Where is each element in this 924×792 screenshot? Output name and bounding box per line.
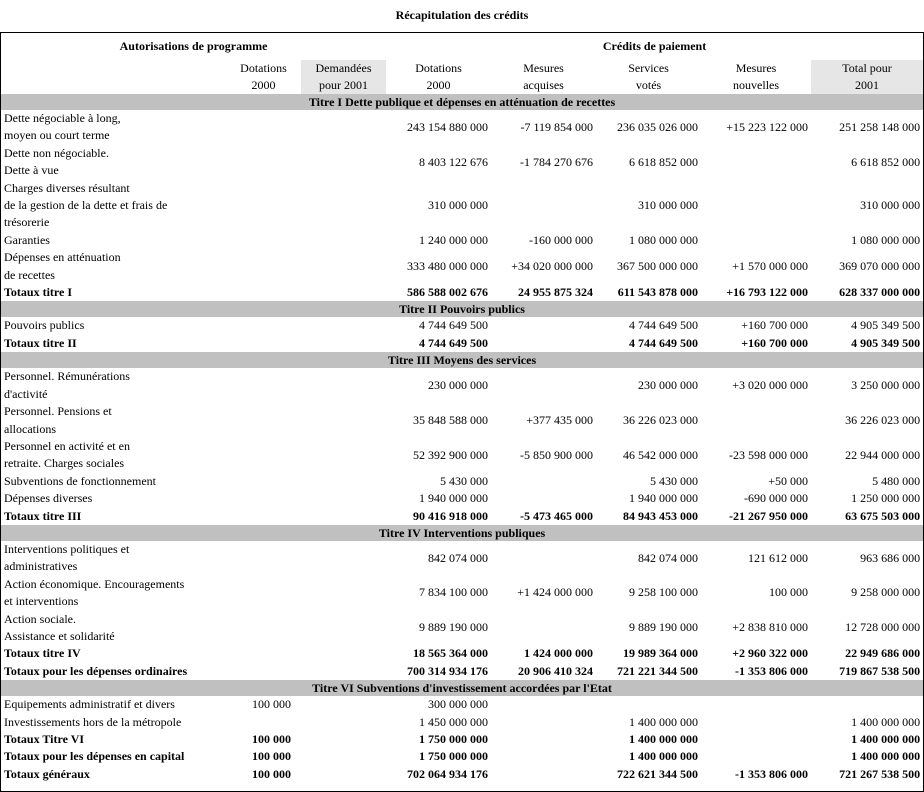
section-title: Titre I Dette publique et dépenses en atténuation de recettes (1, 94, 923, 110)
cell-value (491, 490, 596, 507)
cell-value: +1 424 000 000 (517, 585, 594, 600)
cell-value: 236 035 026 000 (617, 119, 699, 134)
cell-value: 963 686 000 (860, 550, 921, 565)
cell-value: 230 000 000 (428, 377, 489, 392)
cell-value: +2 838 810 000 (732, 620, 809, 635)
row-label-line: Charges diverses résultant (4, 180, 130, 195)
cell-value (301, 145, 386, 180)
row-label-line: Action économique. Encouragements (4, 576, 185, 591)
cell-value: 22 944 000 000 (845, 447, 921, 462)
cell-value (226, 403, 301, 438)
cell-value (226, 508, 301, 525)
row-label-line: de recettes (4, 267, 55, 282)
row-label-line: Investissements hors de la métropole (4, 714, 182, 729)
table-body (1, 94, 923, 783)
row-label (1, 335, 226, 352)
cell-value: 121 612 000 (748, 550, 809, 565)
row-label-line: Totaux pour les dépenses en capital (4, 749, 185, 764)
cell-value (226, 541, 301, 576)
row-label-line: retraite. Charges sociales (4, 456, 125, 471)
row-label-line: Personnel. Pensions et (4, 404, 112, 419)
cell-value (491, 335, 596, 352)
row-label-line: allocations (4, 421, 56, 436)
cell-value: 310 000 000 (860, 198, 921, 213)
cell-value: +15 223 122 000 (726, 119, 809, 134)
column-header-line: Mesures (735, 61, 777, 75)
cell-value: 310 000 000 (428, 198, 489, 213)
cell-value (301, 576, 386, 611)
cell-value (701, 180, 811, 232)
cell-value (301, 232, 386, 249)
cell-value (301, 766, 386, 783)
table-row (1, 714, 923, 731)
cell-value (226, 645, 301, 662)
cell-value: -5 473 465 000 (520, 508, 594, 523)
cell-value: 4 744 649 500 (419, 335, 489, 350)
row-label (1, 368, 226, 403)
column-header-line: Total pour (842, 61, 892, 75)
cell-value: 5 480 000 (872, 473, 921, 488)
table-row (1, 541, 923, 576)
row-label (1, 284, 226, 301)
cell-value: 1 400 000 000 (629, 714, 699, 729)
cell-value: 24 955 875 324 (518, 285, 594, 300)
row-label (1, 317, 226, 334)
row-label (1, 490, 226, 507)
group-header-ap: Autorisations de programme (119, 38, 268, 53)
cell-value: 367 500 000 000 (617, 258, 699, 273)
cell-value (491, 748, 596, 765)
row-label-line: administratives (4, 559, 78, 574)
empty-header (1, 60, 226, 94)
cell-value: 1 400 000 000 (851, 714, 921, 729)
cell-value: 4 744 649 500 (629, 318, 699, 333)
cell-value (301, 508, 386, 525)
cell-value: 310 000 000 (638, 198, 699, 213)
row-label-line: Garanties (4, 232, 50, 247)
table-row (1, 490, 923, 507)
row-label-line: Interventions politiques et (4, 541, 130, 556)
cell-value: -1 784 270 676 (520, 154, 594, 169)
cell-value: 1 400 000 000 (629, 749, 699, 764)
section-header-row (1, 525, 923, 541)
cell-value: 1 080 000 000 (629, 232, 699, 247)
cell-value: +16 793 122 000 (726, 285, 809, 300)
row-label-line: Totaux généraux (4, 766, 90, 781)
cell-value (226, 490, 301, 507)
cell-value: 35 848 588 000 (413, 412, 489, 427)
cell-value: 300 000 000 (428, 697, 489, 712)
row-label (1, 473, 226, 490)
cell-value: 251 258 148 000 (839, 119, 921, 134)
cell-value: +160 700 000 (741, 335, 809, 350)
column-header-line: votés (635, 78, 662, 92)
row-label-line: Totaux titre IV (4, 646, 81, 661)
cell-value (226, 611, 301, 646)
cell-value (491, 368, 596, 403)
cell-value (301, 611, 386, 646)
cell-value (226, 714, 301, 731)
cell-value: 700 314 934 176 (407, 663, 489, 678)
credits-table (1, 33, 923, 783)
total-row (1, 748, 923, 765)
cell-value: +1 570 000 000 (732, 258, 809, 273)
section-title: Titre IV Interventions publiques (1, 525, 923, 541)
cell-value (491, 317, 596, 334)
total-row (1, 663, 923, 680)
cell-value (701, 232, 811, 249)
cell-value: 1 400 000 000 (851, 749, 921, 764)
cell-value (301, 473, 386, 490)
section-title: Titre II Pouvoirs publics (1, 301, 923, 317)
column-header (386, 60, 491, 94)
row-label (1, 731, 226, 748)
row-label (1, 766, 226, 783)
column-header-line: Dotations (240, 61, 287, 75)
total-row (1, 645, 923, 662)
cell-value: 4 905 349 500 (851, 335, 921, 350)
cell-value: 12 728 000 000 (845, 620, 921, 635)
cell-value: 6 618 852 000 (629, 154, 699, 169)
cell-value (301, 284, 386, 301)
cell-value: +377 435 000 (526, 412, 594, 427)
cell-value (301, 438, 386, 473)
cell-value: 4 905 349 500 (851, 318, 921, 333)
cell-value: 100 000 (252, 766, 291, 781)
cell-value: 1 940 000 000 (419, 491, 489, 506)
cell-value: +3 020 000 000 (732, 377, 809, 392)
row-label (1, 180, 226, 232)
cell-value (701, 145, 811, 180)
cell-value: 100 000 (252, 749, 291, 764)
cell-value (491, 611, 596, 646)
total-row (1, 508, 923, 525)
column-header-line: nouvelles (733, 78, 780, 92)
cell-value: +50 000 (768, 473, 809, 488)
total-row (1, 335, 923, 352)
row-label (1, 696, 226, 713)
row-label-line: Personnel en activité et en (4, 438, 130, 453)
row-label-line: trésorerie (4, 215, 50, 230)
cell-value: 1 940 000 000 (629, 491, 699, 506)
cell-value: +160 700 000 (741, 318, 809, 333)
column-header-line: pour 2001 (319, 78, 369, 92)
column-header (301, 60, 386, 94)
row-label (1, 232, 226, 249)
cell-value (226, 145, 301, 180)
total-row (1, 766, 923, 783)
row-label (1, 576, 226, 611)
cell-value: 22 949 686 000 (845, 646, 921, 661)
cell-value (301, 731, 386, 748)
column-header-line: acquises (523, 78, 564, 92)
row-label-line: Equipements administratif et divers (4, 697, 175, 712)
cell-value: -23 598 000 000 (729, 447, 809, 462)
cell-value (491, 473, 596, 490)
cell-value (226, 473, 301, 490)
row-label (1, 249, 226, 284)
table-row (1, 696, 923, 713)
cell-value (301, 335, 386, 352)
cell-value: 333 480 000 000 (407, 258, 489, 273)
row-label (1, 438, 226, 473)
row-label-line: Personnel. Rémunérations (4, 369, 130, 384)
column-header (811, 60, 923, 94)
table-row (1, 249, 923, 284)
cell-value: 63 675 503 000 (845, 508, 921, 523)
row-label-line: moyen ou court terme (4, 128, 110, 143)
cell-value: 4 744 649 500 (419, 318, 489, 333)
section-header-row (1, 680, 923, 696)
cell-value: 702 064 934 176 (407, 766, 489, 781)
row-label-line: Dépenses en atténuation (4, 250, 121, 265)
column-header-line: 2001 (855, 78, 880, 92)
cell-value: 36 226 023 000 (623, 412, 699, 427)
table-row (1, 232, 923, 249)
cell-value: 18 565 364 000 (413, 646, 489, 661)
table-row (1, 438, 923, 473)
table-row (1, 110, 923, 145)
cell-value (301, 663, 386, 680)
row-label-line: Dette négociable à long, (4, 111, 121, 125)
cell-value (301, 696, 386, 713)
cell-value (491, 766, 596, 783)
cell-value (491, 180, 596, 232)
cell-value: 9 889 190 000 (629, 620, 699, 635)
cell-value (491, 714, 596, 731)
cell-value: -7 119 854 000 (520, 119, 594, 134)
group-header-cp: Crédits de paiement (602, 38, 707, 53)
row-label-line: Dette non négociable. (4, 145, 109, 160)
cell-value: 84 943 453 000 (623, 508, 699, 523)
cell-value (226, 110, 301, 145)
row-label (1, 403, 226, 438)
cell-value: 6 618 852 000 (851, 154, 921, 169)
cell-value: 90 416 918 000 (413, 508, 489, 523)
row-label-line: d'activité (4, 386, 48, 401)
table-row (1, 473, 923, 490)
row-label-line: Pouvoirs publics (4, 318, 85, 333)
cell-value: 1 424 000 000 (524, 646, 594, 661)
cell-value: 36 226 023 000 (845, 412, 921, 427)
cell-value: 19 989 364 000 (623, 646, 699, 661)
cell-value: 7 834 100 000 (419, 585, 489, 600)
cell-value (491, 731, 596, 748)
cell-value: 100 000 (769, 585, 809, 600)
cell-value: 1 080 000 000 (851, 232, 921, 247)
section-title: Titre III Moyens des services (1, 352, 923, 368)
column-header-line: 2000 (426, 78, 451, 92)
cell-value (301, 645, 386, 662)
cell-value (701, 714, 811, 731)
column-header-line: Services (628, 61, 669, 75)
cell-value (301, 748, 386, 765)
cell-value (226, 576, 301, 611)
cell-value: 4 744 649 500 (629, 335, 699, 350)
cell-value (226, 663, 301, 680)
cell-value: 9 258 000 000 (851, 585, 921, 600)
cell-value (301, 317, 386, 334)
row-label (1, 508, 226, 525)
section-header-row (1, 352, 923, 368)
cell-value: 1 750 000 000 (419, 749, 489, 764)
table-row (1, 576, 923, 611)
cell-value: 369 070 000 000 (839, 258, 921, 273)
row-label-line: Totaux titre III (4, 508, 82, 523)
section-title: Titre VI Subventions d'investissement accordées par l'Etat (1, 680, 923, 696)
cell-value: 46 542 000 000 (623, 447, 699, 462)
row-label-line: Dette à vue (4, 163, 59, 178)
cell-value: 3 250 000 000 (851, 377, 921, 392)
cell-value: 9 258 100 000 (629, 585, 699, 600)
cell-value: 52 392 900 000 (413, 447, 489, 462)
cell-value: 1 750 000 000 (419, 732, 489, 746)
cell-value (491, 541, 596, 576)
total-row (1, 731, 923, 748)
cell-value: 586 588 002 676 (407, 285, 489, 300)
row-label-line: de la gestion de la dette et frais de (4, 198, 168, 213)
cell-value: 721 221 344 500 (617, 663, 699, 678)
cell-value (301, 714, 386, 731)
cell-value (301, 403, 386, 438)
cell-value (301, 490, 386, 507)
row-label-line: Totaux Titre VI (4, 732, 85, 746)
cell-value (596, 696, 701, 713)
cell-value: 20 906 410 324 (518, 663, 594, 678)
cell-value: -1 353 806 000 (735, 663, 809, 678)
table-row (1, 180, 923, 232)
cell-value: 100 000 (252, 732, 291, 746)
cell-value: 8 403 122 676 (419, 154, 489, 169)
cell-value (301, 180, 386, 232)
cell-value: 9 889 190 000 (419, 620, 489, 635)
cell-value (226, 368, 301, 403)
section-header-row (1, 301, 923, 317)
row-label-line: Assistance et solidarité (4, 628, 115, 643)
row-label-line: et interventions (4, 594, 79, 609)
cell-value: 230 000 000 (638, 377, 699, 392)
cell-value: 628 337 000 000 (839, 285, 921, 300)
cell-value: -160 000 000 (529, 232, 594, 247)
cell-value (226, 249, 301, 284)
column-header (226, 60, 301, 94)
row-label-line: Totaux pour les dépenses ordinaires (4, 663, 188, 678)
row-label-line: Dépenses diverses (4, 491, 93, 506)
cell-value (701, 748, 811, 765)
cell-value: 611 543 878 000 (617, 285, 699, 300)
cell-value (226, 284, 301, 301)
group-header-row (1, 33, 923, 60)
cell-value: 842 074 000 (428, 550, 489, 565)
cell-value (226, 180, 301, 232)
cell-value: 5 430 000 (650, 473, 699, 488)
table-row (1, 368, 923, 403)
cell-value: 1 250 000 000 (851, 491, 921, 506)
cell-value (226, 438, 301, 473)
row-label (1, 645, 226, 662)
cell-value: 1 400 000 000 (851, 732, 921, 746)
cell-value (301, 110, 386, 145)
page-title: Récapitulation des crédits (395, 8, 529, 22)
row-label (1, 145, 226, 180)
cell-value (701, 403, 811, 438)
row-label (1, 541, 226, 576)
column-header (701, 60, 811, 94)
cell-value: 842 074 000 (638, 550, 699, 565)
cell-value (226, 335, 301, 352)
row-label (1, 748, 226, 765)
column-header-line: Demandées (315, 61, 372, 75)
row-label (1, 110, 226, 145)
cell-value (226, 317, 301, 334)
row-label (1, 663, 226, 680)
table-row (1, 145, 923, 180)
cell-value: 1 240 000 000 (419, 232, 489, 247)
cell-value (491, 696, 596, 713)
cell-value: -690 000 000 (744, 491, 809, 506)
cell-value: +34 020 000 000 (511, 258, 594, 273)
cell-value: -1 353 806 000 (735, 766, 809, 781)
cell-value: 1 400 000 000 (629, 732, 699, 746)
row-label-line: Totaux titre II (4, 335, 77, 350)
cell-value (811, 696, 923, 713)
cell-value: 243 154 880 000 (407, 119, 489, 134)
row-label-line: Subventions de fonctionnement (4, 473, 156, 488)
cell-value (226, 232, 301, 249)
cell-value: 1 450 000 000 (419, 714, 489, 729)
row-label-line: Totaux titre I (4, 285, 73, 300)
section-header-row (1, 94, 923, 110)
table-row (1, 611, 923, 646)
cell-value: 5 430 000 (440, 473, 489, 488)
cell-value (301, 368, 386, 403)
cell-value (701, 696, 811, 713)
column-header-line: Mesures (523, 61, 564, 75)
column-header (596, 60, 701, 94)
cell-value (301, 249, 386, 284)
column-header-row (1, 60, 923, 94)
cell-value: -21 267 950 000 (729, 508, 809, 523)
credits-table-frame (0, 32, 924, 792)
column-header-line: 2000 (251, 78, 276, 92)
row-label (1, 714, 226, 731)
cell-value (701, 731, 811, 748)
cell-value: 722 621 344 500 (617, 766, 699, 781)
cell-value: 721 267 538 500 (839, 766, 921, 781)
total-row (1, 284, 923, 301)
cell-value (301, 541, 386, 576)
cell-value: 719 867 538 500 (839, 663, 921, 678)
row-label-line: Action sociale. (4, 611, 76, 626)
table-row (1, 317, 923, 334)
cell-value: 100 000 (252, 697, 291, 712)
column-header-line: Dotations (415, 61, 462, 75)
table-row (1, 403, 923, 438)
cell-value: +2 960 322 000 (732, 646, 809, 661)
row-label (1, 611, 226, 646)
column-header (491, 60, 596, 94)
cell-value: -5 850 900 000 (520, 447, 594, 462)
